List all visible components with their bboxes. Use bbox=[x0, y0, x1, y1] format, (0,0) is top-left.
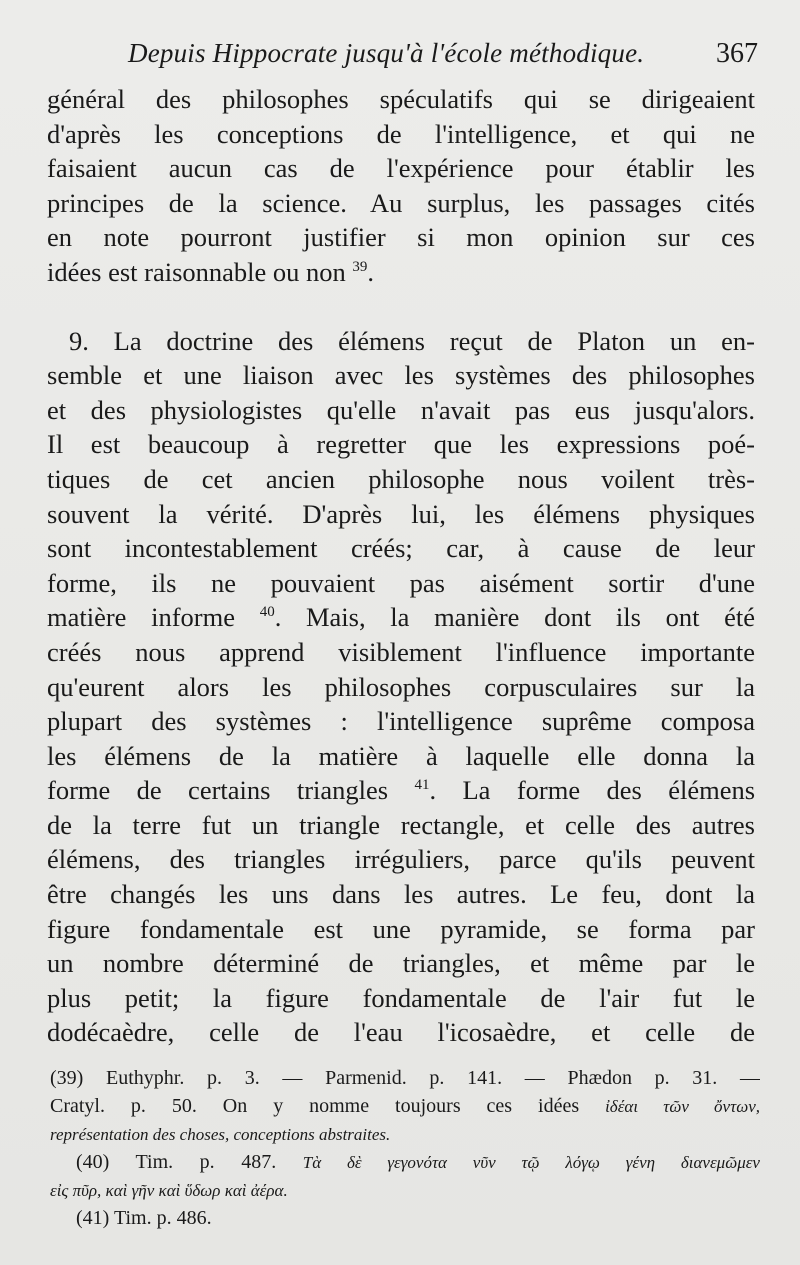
footnote-39-cont bbox=[50, 1120, 760, 1148]
text-line: principes de la science. Au surplus, les passages cités bbox=[47, 187, 755, 218]
text-line: créés nous apprend visiblement l'influence importante bbox=[47, 636, 755, 667]
text-line: qu'eurent alors les philosophes corpusculaires sur la bbox=[47, 671, 755, 702]
text-line: sont incontestablement créés; car, à cause de leur bbox=[47, 533, 755, 564]
text-fragment: idées est raisonnable ou non bbox=[47, 256, 346, 287]
text-line bbox=[47, 773, 755, 808]
footnote-ref-40: 40 bbox=[259, 604, 275, 621]
paragraph-gap bbox=[47, 290, 755, 324]
footnote-text: (40) Tim. p. 487. bbox=[76, 1151, 277, 1173]
text-line: plupart des systèmes : l'intelligence suprême composa bbox=[47, 706, 755, 737]
footnote-ref-39: 39 bbox=[352, 258, 368, 275]
running-title: Depuis Hippocrate jusqu'à l'école méthodique. bbox=[128, 38, 645, 68]
running-head bbox=[128, 36, 758, 76]
text-line: et des physiologistes qu'elle n'avait pas eus jusqu'alors. bbox=[47, 394, 755, 425]
text-line: être changés les uns dans les autres. Le feu, dont la bbox=[47, 879, 755, 910]
text-fragment: . La forme des élémens bbox=[429, 775, 755, 806]
text-fragment: . Mais, la manière dont ils ont été bbox=[274, 602, 755, 633]
text-line: plus petit; la figure fondamentale de l'air fut le bbox=[47, 982, 755, 1013]
text-line: en note pourront justifier si mon opinion sur ces bbox=[47, 222, 755, 253]
text-fragment: forme de certains triangles bbox=[47, 775, 389, 806]
text-line: les élémens de la matière à laquelle elle donna la bbox=[47, 740, 755, 771]
text-line: d'après les conceptions de l'intelligence, et qui ne bbox=[47, 118, 755, 149]
text-line: faisaient aucun cas de l'expérience pour établir les bbox=[47, 153, 755, 184]
footnote-40 bbox=[50, 1148, 760, 1176]
greek-text: ἰδέαι τῶν ὄντων, bbox=[605, 1097, 760, 1116]
footnotes bbox=[50, 1064, 760, 1232]
greek-text: εἰς πῦρ, καὶ γῆν καὶ ὕδωρ καὶ ἀέρα. bbox=[50, 1181, 288, 1200]
text-line: forme, ils ne pouvaient pas aisément sortir d'une bbox=[47, 567, 755, 598]
page-number: 367 bbox=[716, 38, 758, 69]
text-line bbox=[47, 600, 755, 635]
footnote-39: (39) Euthyphr. p. 3. — Parmenid. p. 141. — Phædon p. 31. — bbox=[50, 1067, 760, 1089]
text-line: semble et une liaison avec les systèmes des philosophes bbox=[47, 360, 755, 391]
text-line: un nombre déterminé de triangles, et même par le bbox=[47, 948, 755, 979]
text-line: Il est beaucoup à regretter que les expressions poé- bbox=[47, 429, 755, 460]
text-line: tiques de cet ancien philosophe nous voilent très- bbox=[47, 463, 755, 494]
text-line: général des philosophes spéculatifs qui se dirigeaient bbox=[47, 84, 755, 114]
footnote-40-cont bbox=[50, 1176, 760, 1204]
text-fragment: matière informe bbox=[47, 602, 236, 633]
footnote-ref-41: 41 bbox=[414, 777, 430, 794]
text-fragment: . bbox=[367, 256, 375, 287]
footnote-italic: représentation des choses, conceptions abstraites. bbox=[50, 1125, 391, 1144]
text-line: souvent la vérité. D'après lui, les élémens physiques bbox=[47, 498, 755, 529]
text-line: dodécaèdre, celle de l'eau l'icosaèdre, et celle de bbox=[47, 1017, 755, 1048]
text-line: élémens, des triangles irréguliers, parce qu'ils peuvent bbox=[47, 844, 755, 875]
footnote-39-cont bbox=[50, 1092, 760, 1120]
text-line: de la terre fut un triangle rectangle, et celle des autres bbox=[47, 809, 755, 840]
footnote-text: Cratyl. p. 50. On y nomme toujours ces idées bbox=[50, 1095, 580, 1117]
footnote-41: (41) Tim. p. 486. bbox=[76, 1207, 212, 1229]
text-line: figure fondamentale est une pyramide, se forma par bbox=[47, 913, 755, 944]
text-line: 9. La doctrine des élémens reçut de Platon un en- bbox=[69, 325, 755, 356]
main-text bbox=[47, 82, 755, 1050]
text-line bbox=[47, 255, 755, 290]
greek-text: Τὰ δὲ γεγονότα νῦν τῷ λόγῳ γένη διανεμῶμεν bbox=[302, 1153, 760, 1172]
